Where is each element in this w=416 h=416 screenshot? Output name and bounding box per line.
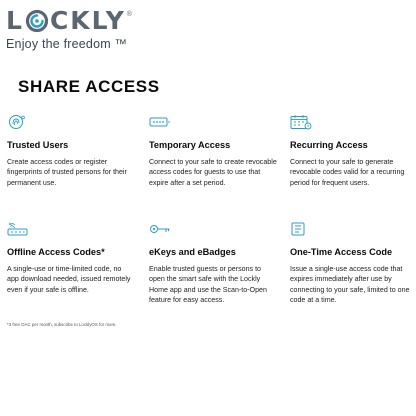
feature-offline-access-codes <box>7 221 135 295</box>
brand-header <box>6 8 132 51</box>
feature-title: Trusted Users <box>7 140 69 150</box>
one-time-code-icon <box>290 221 312 237</box>
feature-title: eKeys and eBadges <box>149 247 236 257</box>
keypad-icon <box>149 114 171 130</box>
calendar-icon <box>290 114 312 130</box>
tagline: Enjoy the freedom ™ <box>6 37 128 51</box>
registered-mark: ® <box>126 11 132 18</box>
feature-title: Offline Access Codes* <box>7 247 105 257</box>
footnote: *3 free OAC per month, subscribe to LocklyOS for more. <box>7 322 117 327</box>
feature-title: Temporary Access <box>149 140 231 150</box>
feature-title: One-Time Access Code <box>290 247 393 257</box>
feature-recurring-access <box>290 114 416 188</box>
user-fingerprint-icon <box>7 114 29 130</box>
feature-temporary-access <box>149 114 277 188</box>
offline-keypad-icon <box>7 221 29 237</box>
feature-ekeys-ebadges <box>149 221 277 305</box>
key-icon <box>149 221 171 237</box>
feature-title: Recurring Access <box>290 140 368 150</box>
feature-description: Enable trusted guests or persons to open the smart safe with the Lockly Home app and use the Scan-to-Open feature for easy access. <box>149 265 267 304</box>
feature-one-time-access-code <box>290 221 416 305</box>
section-title: SHARE ACCESS <box>18 77 160 96</box>
feature-description: A single-use or time-limited code, no app download needed, issued remotely even if your safe is offline. <box>7 265 131 294</box>
feature-description: Issue a single-use access code that expires immediately after use by connecting to your safe, limited to one code at a time. <box>290 265 410 304</box>
logo-prefix: L <box>6 6 24 35</box>
feature-description: Connect to your safe to create revocable access codes for guests to use that expire after a set period. <box>149 158 277 187</box>
logo-suffix: CKLY <box>49 6 126 35</box>
feature-trusted-users <box>7 114 135 188</box>
logo-o-mark-icon <box>25 9 49 33</box>
lockly-logo <box>6 8 132 34</box>
feature-description: Create access codes or register fingerprints of trusted persons for their permanent use. <box>7 158 127 187</box>
feature-description: Connect to your safe to generate revocable codes valid for a recurring period for frequent users. <box>290 158 405 187</box>
